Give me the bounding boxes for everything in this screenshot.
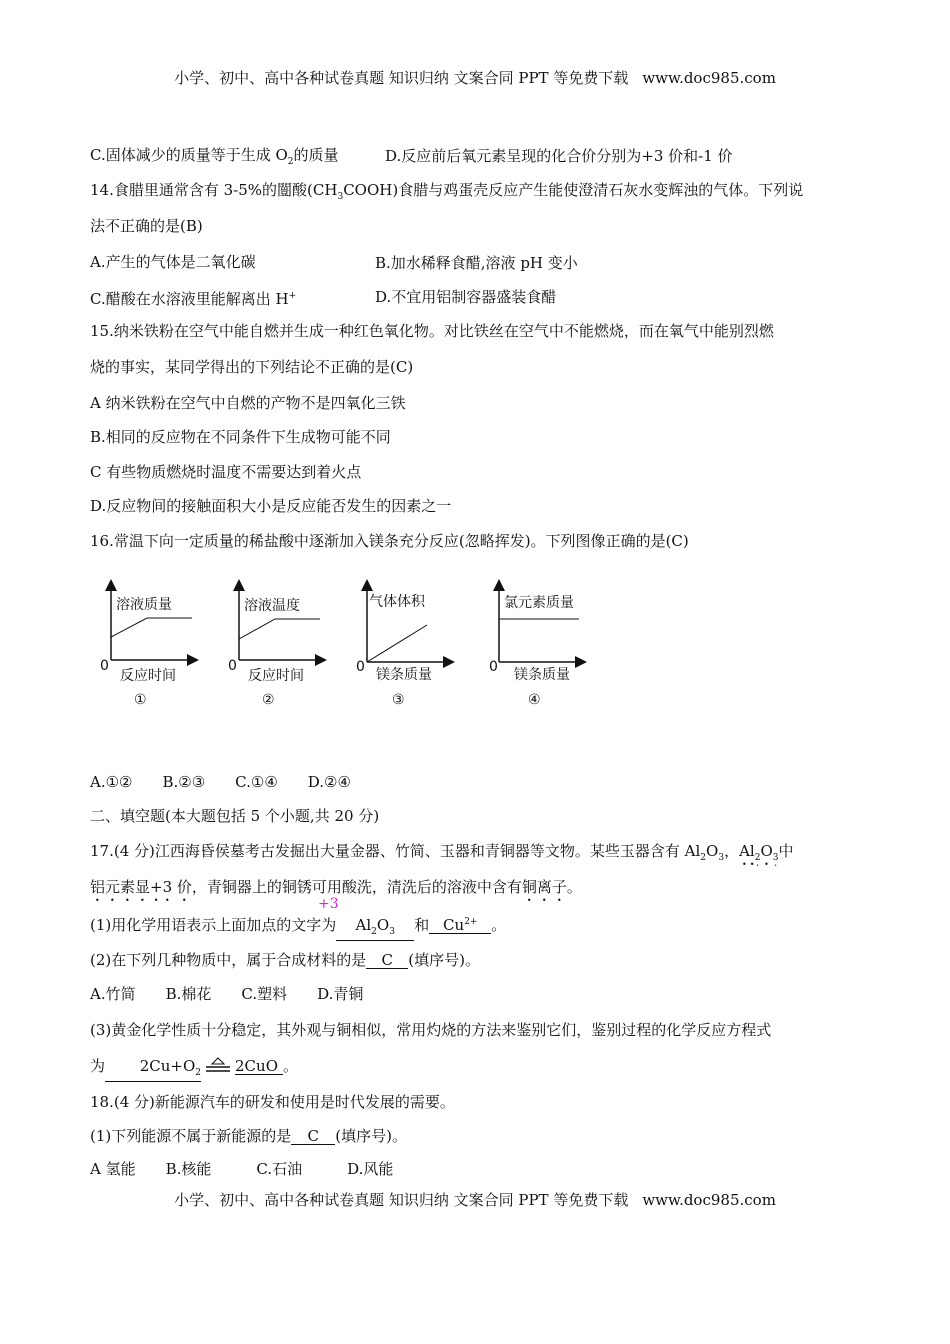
text: O — [706, 842, 719, 860]
q17-part1 — [90, 914, 506, 941]
footer-text: 小学、初中、高中各种试卷真题 知识归纳 文案合同 PPT 等免费下载 — [174, 1191, 629, 1209]
emphasized-text — [739, 842, 779, 863]
figure-2 — [228, 582, 324, 708]
answer-blank-1 — [336, 917, 414, 941]
subscript: 2 — [287, 157, 294, 167]
subscript: 2 — [700, 853, 707, 863]
emphasized-text: 铜离子 — [521, 878, 567, 896]
text: 14.食腊里通常含有 3-5%的闓酸(CH — [90, 181, 338, 199]
figure-1 — [100, 582, 196, 708]
text: COOH)食腊与鸡蛋壳反应产生能使澄清石灰水变辉浊的气体。下列说 — [343, 181, 804, 199]
figure-4 — [489, 582, 584, 708]
superscript: 2+ — [464, 917, 478, 927]
origin-label: 0 — [228, 658, 237, 674]
answer-blank: C — [366, 952, 408, 969]
x-label: 反应时间 — [248, 668, 304, 684]
q14-stem-line1 — [90, 180, 803, 207]
q13-option-c — [90, 145, 339, 172]
q18-part1 — [90, 1126, 407, 1146]
answer-blank-2 — [429, 914, 491, 934]
valence-annotation: +3 — [318, 896, 339, 912]
text: Cu — [443, 916, 465, 934]
text: C.醋酸在水溶液里能解离出 H — [90, 290, 289, 308]
q14-option-b: B.加水稀释食醋,溶液 pH 变小 — [375, 254, 578, 272]
text: Al — [739, 842, 755, 860]
q15-stem-line1: 15.纳米铁粉在空气中能自燃并生成一种红色氧化物。对比铁丝在空气中不能燃烧，而在氧气中能别烈燃 — [90, 322, 774, 340]
x-label: 反应时间 — [120, 668, 176, 684]
q17-stem-line1 — [90, 841, 794, 869]
text: (1)用化学用语表示上面加点的文字为 — [90, 916, 337, 934]
q15-option-a: A 纳米铁粉在空气中自燃的产物不是四氧化三铁 — [90, 394, 406, 412]
q15-option-c: C 有些物质燃烧时温度不需要达到着火点 — [90, 463, 362, 481]
subscript: 3 — [337, 192, 344, 202]
header-url: www.doc985.com — [642, 69, 776, 87]
q18-stem: 18.(4 分)新能源汽车的研发和使用是时代发展的需要。 — [90, 1093, 455, 1111]
q14-stem-line2: 法不正确的是(B) — [90, 217, 203, 235]
y-label: 气体体积 — [369, 594, 425, 610]
y-label: 溶液质量 — [116, 597, 172, 613]
q16-options: A.①② B.②③ C.①④ D.②④ — [90, 773, 351, 791]
q17-part3-line1: (3)黄金化学性质十分稳定，其外观与铜相似，常用灼烧的方法来鉴别它们，鉴别过程的化学反应方程式 — [90, 1021, 772, 1039]
page-header — [0, 68, 950, 88]
y-label: 氯元素质量 — [504, 595, 574, 611]
figure-number: ③ — [392, 692, 405, 708]
text: 的质量 — [293, 146, 339, 164]
text: (2)在下列几种物质中，属于合成材料的是 — [90, 951, 367, 969]
answer-blank: C — [291, 1128, 335, 1145]
q14-option-d: D.不宜用铝制容器盛装食醋 — [375, 288, 557, 306]
x-label: 镁条质量 — [376, 667, 432, 683]
q15-stem-line2: 烧的事实，某同学得出的下列结论不正确的是(C) — [90, 358, 414, 376]
text: ，青铜器上的铜锈可用酸洗，清洗后的溶液中含有 — [191, 878, 522, 896]
text: (填序号)。 — [335, 1127, 407, 1145]
subscript: 3 — [718, 853, 725, 863]
x-label: 镁条质量 — [514, 667, 570, 683]
q15-option-b: B.相同的反应物在不同条件下生成物可能不同 — [90, 428, 391, 446]
q16-figures — [80, 570, 600, 720]
header-text: 小学、初中、高中各种试卷真题 知识归纳 文案合同 PPT 等免费下载 — [174, 69, 629, 87]
q17-part2-options: A.竹简 B.棉花 C.塑料 D.青铜 — [90, 985, 364, 1003]
page-footer — [0, 1190, 950, 1210]
q15-option-d: D.反应物间的接触面积大小是反应能否发生的因素之一 — [90, 497, 452, 515]
subscript: 3 — [389, 927, 395, 937]
text: C.固体减少的质量等于生成 O — [90, 146, 288, 164]
text: 和 — [414, 916, 430, 934]
subscript: 3 — [772, 853, 779, 863]
figure-3 — [356, 582, 452, 708]
curve — [239, 619, 320, 639]
q16-stem: 16.常温下向一定质量的稀盐酸中逐渐加入镁条充分反应(忽略挥发)。下列图像正确的是(C) — [90, 532, 689, 550]
q17-part2 — [90, 950, 480, 970]
subscript: 2 — [754, 853, 761, 863]
q18-options: A 氢能 B.核能 C.石油 D.风能 — [90, 1160, 394, 1178]
curve — [111, 618, 192, 637]
text: 17.(4 分)江西海昏侯墓考古发掘出大量金器、竹简、玉器和青铜器等文物。某些玉器含有 Al — [90, 842, 701, 860]
text: 中 — [778, 842, 794, 860]
q14-option-c — [90, 286, 296, 309]
q13-option-d: D.反应前后氧元素呈现的化合价分别为+3 价和-1 价 — [385, 147, 733, 165]
curve — [367, 625, 427, 662]
figure-number: ② — [262, 692, 275, 708]
text: ， — [724, 842, 740, 860]
y-label: 溶液温度 — [244, 598, 300, 614]
subscript: 2 — [195, 1068, 202, 1078]
section-heading: 二、填空题(本大题包括 5 个小题,共 20 分) — [90, 807, 380, 825]
subscript: 2 — [371, 927, 377, 937]
q14-option-a: A.产生的气体是二氧化碳 — [90, 253, 256, 271]
figure-number: ① — [134, 692, 147, 708]
text: 。 — [491, 916, 507, 934]
q17-part3-line2 — [90, 1056, 298, 1082]
text: 。 — [283, 1057, 299, 1075]
origin-label: 0 — [356, 659, 365, 675]
text: (1)下列能源不属于新能源的是 — [90, 1127, 292, 1145]
equation-rhs-blank: 2CuO — [235, 1058, 283, 1075]
heating-equals-sign-icon — [203, 1056, 233, 1074]
figure-number: ④ — [528, 692, 541, 708]
emphasized-text: 铝元素显+3 价 — [90, 878, 192, 896]
footer-url: www.doc985.com — [642, 1191, 776, 1209]
origin-label: 0 — [489, 659, 498, 675]
text: Al — [355, 916, 372, 934]
text: O — [760, 842, 773, 860]
text: O — [376, 916, 390, 934]
equation-lhs-blank — [105, 1058, 201, 1082]
origin-label: 0 — [100, 658, 109, 674]
text: 为 — [90, 1057, 106, 1075]
text: (填序号)。 — [408, 951, 480, 969]
text: 2Cu+O — [139, 1057, 196, 1075]
text: 。 — [566, 878, 582, 896]
superscript: + — [288, 291, 297, 301]
